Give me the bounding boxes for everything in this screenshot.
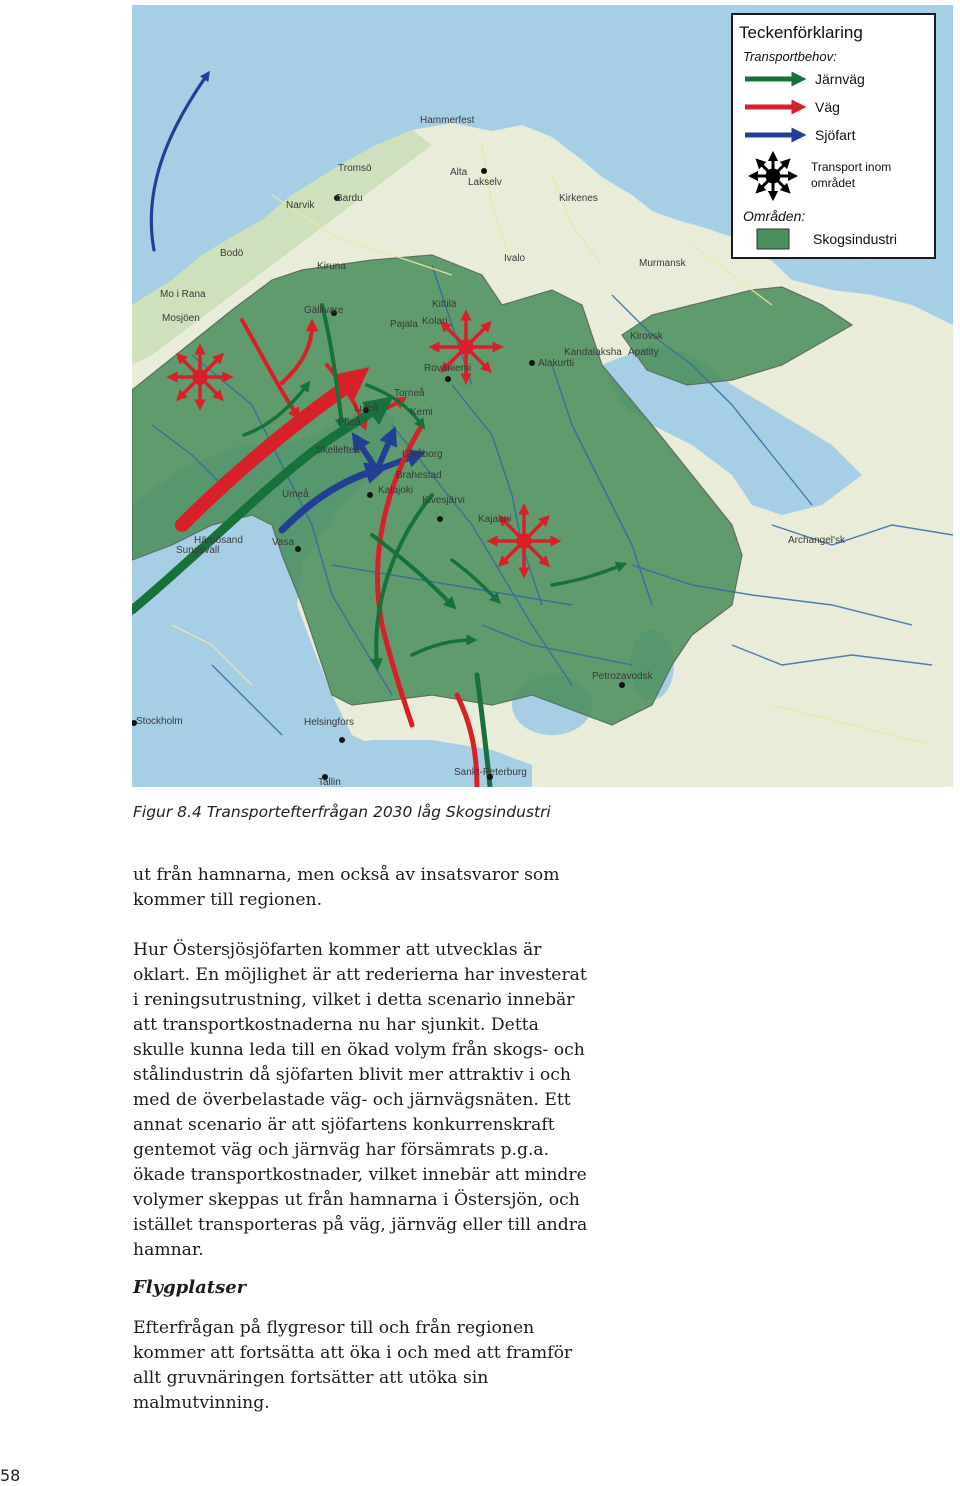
body-paragraph: Efterfrågan på flygresor till och från regionen kommer att fortsätta att öka i och med att framför allt gruvnäringen fortsätter att utöka sin malmutvinning. [133, 1318, 573, 1413]
place-label: Kirkenes [559, 193, 598, 204]
legend-title: Teckenförklaring [739, 23, 863, 42]
place-label: Archangel'sk [788, 535, 845, 546]
legend-internal-star-icon [753, 156, 793, 196]
place-label: Mosjöen [162, 313, 200, 324]
place-label: Apatity [628, 347, 659, 358]
place-label: Uleåborg [402, 449, 443, 460]
place-label: Bardu [336, 193, 363, 204]
place-label: Rovaniemi [424, 363, 472, 374]
place-label: Vasa [272, 537, 295, 548]
legend-forest-label: Skogsindustri [813, 231, 898, 247]
place-label: Piteå [338, 417, 361, 428]
figure-caption: Figur 8.4 Transportefterfrågan 2030 låg Skogsindustri [133, 803, 551, 821]
place-label: Kemi [410, 407, 433, 418]
map-legend [731, 13, 936, 259]
place-label: Kalajoki [378, 485, 414, 496]
place-label: Kandalaksha [564, 347, 622, 358]
place-label: Ivalo [504, 253, 526, 264]
place-label: Luleå [354, 403, 379, 414]
place-label: Narvik [286, 200, 315, 211]
place-label: Kajaani [478, 514, 512, 525]
place-label: Petrozavodsk [592, 671, 653, 682]
place-label: Kivesjärvi [422, 495, 465, 506]
legend-internal-label: Transport inom området [811, 160, 892, 190]
place-label: Stockholm [136, 716, 183, 727]
place-label: Härnösand [194, 535, 243, 546]
place-label: Torneå [394, 388, 425, 399]
section-heading: Flygplatser [133, 1277, 247, 1298]
body-paragraph: ut från hamnarna, men också av insatsvaror som kommer till regionen. [133, 865, 560, 910]
internal-transport-star-1 [172, 349, 228, 405]
legend-rail-label: Järnväg [815, 71, 865, 87]
place-label: Bodö [220, 248, 244, 259]
body-paragraph: Hur Östersjösjöfarten kommer att utvecklas är oklart. En möjlighet är att rederierna har investerat i reningsutrustning, vilket i detta scenario innebär att transportkostnaderna nu har sjunkit. Detta skulle kunna leda till en ökad volym från skogs- och stålindustrin då sjöfarten blivit mer attraktiv i och med de överbelastade väg- och järnvägsnäten. Ett annat scenario är att sjöfartens konkurrenskraft gentemot väg och järnväg har försämrats p.g.a. ökade transportkostnader, vilket innebär att mindre volymer skeppas ut från hamnarna i Östersjön, och istället transporteras på väg, järnväg eller till andra hamnar. [133, 940, 588, 1260]
place-label: Pajala [390, 319, 418, 330]
place-label: Brahestad [396, 470, 442, 481]
legend-road-label: Väg [815, 99, 840, 115]
place-label: Kirovsk [630, 331, 663, 342]
place-label: Lakselv [468, 177, 502, 188]
place-label: Alakurtti [538, 358, 575, 369]
legend-areas-heading: Områden: [743, 208, 806, 224]
page-number: 58 [0, 1466, 21, 1485]
place-label: Mo i Rana [160, 289, 206, 300]
place-label: Umeå [282, 489, 309, 500]
place-label: Kiruna [317, 261, 346, 272]
place-label: Hammerfest [420, 115, 475, 126]
place-label: Gällivare [304, 305, 344, 316]
place-label: Kolari [422, 316, 448, 327]
place-label: Sankt-Peterburg [454, 767, 527, 778]
legend-sea-label: Sjöfart [815, 127, 856, 143]
place-label: Kittilä [432, 299, 457, 310]
place-label: Skellefteå [316, 445, 360, 456]
legend-forest-swatch [757, 229, 789, 249]
place-label: Tallin [318, 777, 341, 787]
place-label: Murmansk [639, 258, 686, 269]
place-label: Helsingfors [304, 717, 355, 728]
place-label: Alta [450, 167, 468, 178]
legend-subtitle: Transportbehov: [743, 49, 837, 64]
place-label: Sundsvall [176, 545, 220, 556]
place-label: Tromsö [338, 163, 372, 174]
